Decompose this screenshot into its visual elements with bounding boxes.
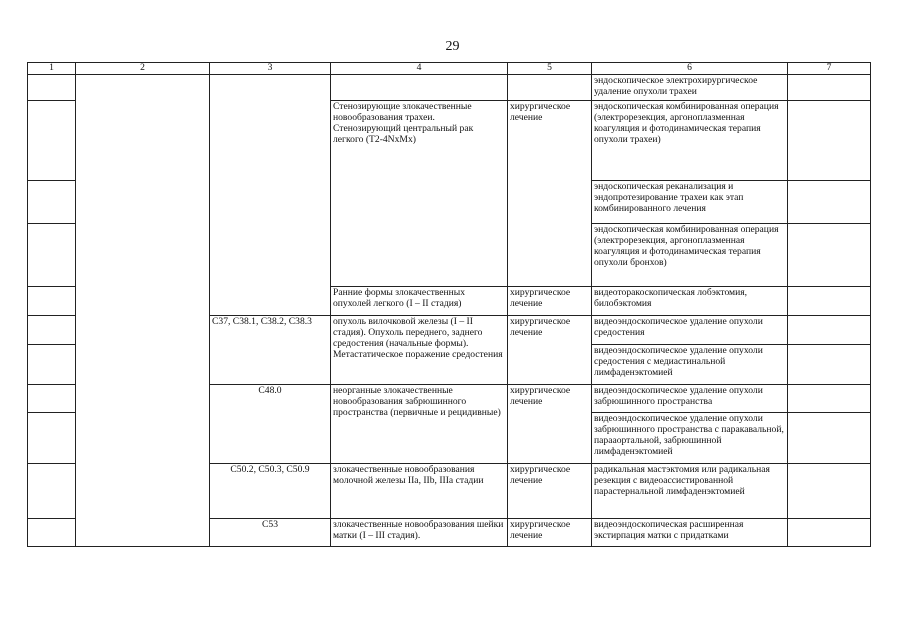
cell-col4: Ранние формы злокачественных опухолей легкого (I – II стадия) (331, 287, 508, 316)
cell-col7 (788, 181, 871, 224)
column-header: 4 (331, 63, 508, 75)
cell-col2 (76, 75, 210, 547)
cell-col5: хирургическое лечение (508, 519, 592, 547)
cell-col1 (28, 101, 76, 181)
cell-col6: видеоторакоскопическая лобэктомия, билобэктомия (592, 287, 788, 316)
cell-col1 (28, 464, 76, 519)
cell-col3: C48.0 (210, 385, 331, 464)
cell-col4: опухоль вилочковой железы (I – II стадия). Опухоль переднего, заднего средостения (начальные формы). Метастатическое поражение средостения (331, 316, 508, 385)
table-row (28, 75, 871, 101)
cell-col6: эндоскопическая комбинированная операция (электрорезекция, аргоноплазменная коагуляция и фотодинамическая терапия опухоли трахеи) (592, 101, 788, 181)
cell-col4: злокачественные новообразования шейки матки (I – III стадия). (331, 519, 508, 547)
cell-col7 (788, 345, 871, 385)
cell-col4: Стенозирующие злокачественные новообразования трахеи. Стенозирующий центральный рак легкого (T2-4NxMx) (331, 101, 508, 287)
cell-col6: видеоэндоскопическое удаление опухоли средостения с медиастинальной лимфаденэктомией (592, 345, 788, 385)
cell-col5: хирургическое лечение (508, 464, 592, 519)
cell-col6: радикальная мастэктомия или радикальная резекция с видеоассистированной парастернальной лимфаденэктомией (592, 464, 788, 519)
cell-col1 (28, 519, 76, 547)
cell-col5: хирургическое лечение (508, 287, 592, 316)
cell-col1 (28, 181, 76, 224)
page-number: 29 (445, 39, 460, 54)
cell-col6: видеоэндоскопическое удаление опухоли средостения (592, 316, 788, 345)
cell-col1 (28, 287, 76, 316)
cell-col7 (788, 519, 871, 547)
column-header: 6 (592, 63, 788, 75)
column-header: 5 (508, 63, 592, 75)
cell-col6: эндоскопическая комбинированная операция (электрорезекция, аргоноплазменная коагуляция и фотодинамическая терапия опухоли бронхов) (592, 224, 788, 287)
cell-col1 (28, 316, 76, 345)
cell-col7 (788, 101, 871, 181)
cell-col1 (28, 224, 76, 287)
cell-col3: C50.2, C50.3, C50.9 (210, 464, 331, 519)
column-header: 3 (210, 63, 331, 75)
cell-col6: эндоскопическое электрохирургическое удаление опухоли трахеи (592, 75, 788, 101)
cell-col3 (210, 75, 331, 316)
column-header: 1 (28, 63, 76, 75)
cell-col1 (28, 75, 76, 101)
cell-col7 (788, 464, 871, 519)
cell-col6: видеоэндоскопическая расширенная экстирпация матки с придатками (592, 519, 788, 547)
cell-col4: злокачественные новообразования молочной железы IIa, IIb, IIIa стадии (331, 464, 508, 519)
cell-col7 (788, 385, 871, 413)
cell-col7 (788, 224, 871, 287)
column-header: 7 (788, 63, 871, 75)
cell-col4 (331, 75, 508, 101)
cell-col7 (788, 287, 871, 316)
cell-col3: C37, C38.1, C38.2, C38.3 (210, 316, 331, 385)
cell-col7 (788, 75, 871, 101)
cell-col1 (28, 345, 76, 385)
cell-col7 (788, 413, 871, 464)
cell-col6: видеоэндоскопическое удаление опухоли забрюшинного пространства с паракавальной, парааортальной, забрюшинной лимфаденэктомией (592, 413, 788, 464)
cell-col5 (508, 75, 592, 101)
cell-col4: неорганные злокачественные новообразования забрюшинного пространства (первичные и рецидивные) (331, 385, 508, 464)
cell-col5: хирургическое лечение (508, 316, 592, 385)
cell-col7 (788, 316, 871, 345)
cell-col1 (28, 413, 76, 464)
cell-col6: эндоскопическая реканализация и эндопротезирование трахеи как этап комбинированного лечения (592, 181, 788, 224)
cell-col5: хирургическое лечение (508, 385, 592, 464)
cell-col5: хирургическое лечение (508, 101, 592, 287)
column-header: 2 (76, 63, 210, 75)
cell-col6: видеоэндоскопическое удаление опухоли забрюшинного пространства (592, 385, 788, 413)
header-row (28, 63, 871, 75)
cell-col3: C53 (210, 519, 331, 547)
services-table (27, 62, 871, 547)
cell-col1 (28, 385, 76, 413)
